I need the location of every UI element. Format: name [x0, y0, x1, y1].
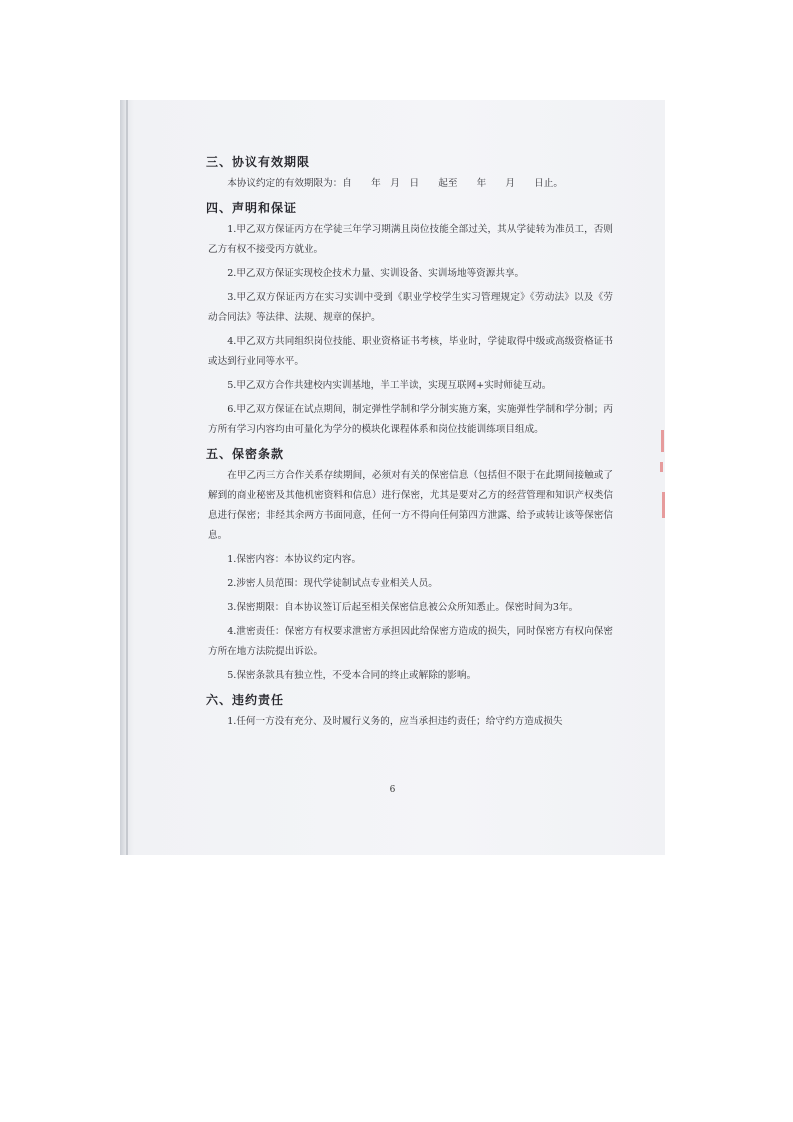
paragraph: 2.甲乙双方保证实现校企技术力量、实训设备、实训场地等资源共享。 — [227, 268, 525, 279]
paragraph: 1.保密内容：本协议约定内容。 — [227, 554, 362, 565]
page-fold-shadow — [126, 100, 128, 855]
section-heading: 六、违约责任 — [206, 693, 285, 707]
paragraph: 5.甲乙双方合作共建校内实训基地，半工半读，实现互联网+实时师徒互动。 — [227, 380, 552, 391]
seal-edge-mark — [662, 492, 665, 518]
section-heading: 五、保密条款 — [206, 447, 285, 461]
section-heading: 四、声明和保证 — [206, 201, 298, 215]
section-validity — [208, 152, 613, 194]
paragraph: 2.涉密人员范围：现代学徒制试点专业相关人员。 — [227, 578, 438, 589]
paragraph: 3.保密期限：自本协议签订后起至相关保密信息被公众所知悉止。保密时间为3年。 — [227, 602, 579, 613]
section-heading: 三、协议有效期限 — [206, 155, 311, 169]
paragraph: 3.甲乙双方保证丙方在实习实训中受到《职业学校学生实习管理规定》《劳动法》以及《劳动合同法》等法律、法规、规章的保护。 — [208, 292, 613, 323]
scanned-page — [120, 100, 665, 855]
paragraph: 本协议约定的有效期限为：自 年 月 日 起至 年 月 日止。 — [227, 178, 563, 189]
section-confidentiality — [208, 444, 613, 686]
page-number: 6 — [389, 785, 396, 795]
seal-edge-mark — [660, 462, 663, 472]
paragraph: 5.保密条款具有独立性，不受本合同的终止或解除的影响。 — [227, 670, 477, 681]
paragraph: 1.甲乙双方保证丙方在学徒三年学习期满且岗位技能全部过关，其从学徒转为准员工，否则乙方有权不接受丙方就业。 — [208, 224, 613, 255]
paragraph: 6.甲乙双方保证在试点期间，制定弹性学制和学分制实施方案，实施弹性学制和学分制；丙方所有学习内容均由可量化为学分的模块化课程体系和岗位技能训练项目组成。 — [208, 404, 613, 435]
paragraph: 在甲乙丙三方合作关系存续期间，必须对有关的保密信息（包括但不限于在此期间接触或了解到的商业秘密及其他机密资料和信息）进行保密，尤其是要对乙方的经营管理和知识产权类信息进行保密；非经其余两方书面同意，任何一方不得向任何第四方泄露、给予或转让该等保密信息。 — [208, 470, 613, 541]
seal-edge-mark — [661, 430, 664, 452]
paragraph: 4.泄密责任：保密方有权要求泄密方承担因此给保密方造成的损失，同时保密方有权向保密方所在地方法院提出诉讼。 — [208, 626, 613, 657]
section-liability — [208, 690, 613, 732]
paragraph: 1.任何一方没有充分、及时履行义务的，应当承担违约责任；给守约方造成损失 — [227, 716, 563, 727]
document-body — [208, 150, 613, 736]
paragraph: 4.甲乙双方共同组织岗位技能、职业资格证书考核，毕业时，学徒取得中级或高级资格证书或达到行业同等水平。 — [208, 336, 613, 367]
section-declarations — [208, 198, 613, 440]
